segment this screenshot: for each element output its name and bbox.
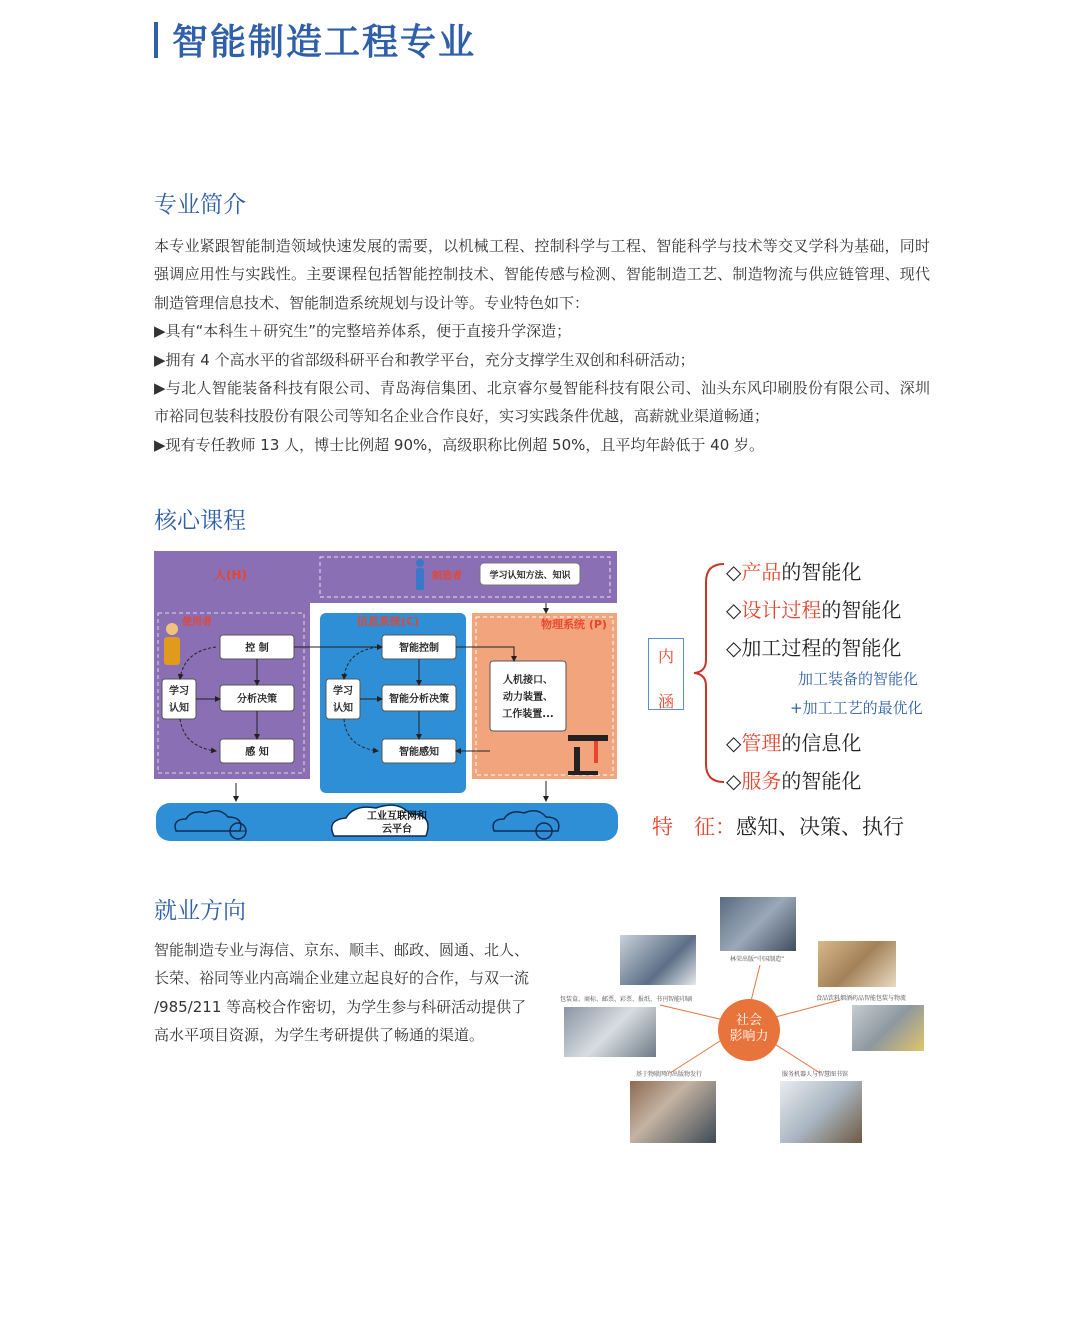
- connotation-char: 涵: [657, 692, 674, 711]
- intro-body: [154, 232, 930, 459]
- connotation-sub-item: 加工装备的智能化: [798, 670, 919, 688]
- hmi-label: 人机接口、: [503, 675, 553, 686]
- info-system-label: 信息系统(C): [356, 615, 420, 628]
- hcps-diagram: [154, 551, 620, 843]
- intro-paragraph: 本专业紧跟智能制造领域快速发展的需要，以机械工程、控制科学与工程、智能科学与技术等交叉学科为基础，同时强调应用性与实践性。主要课程包括智能控制技术、智能传感与检测、智能制造工艺、制造物流与供应链管理、现代制造管理信息技术、智能制造系统规划与设计等。专业特色如下：: [154, 237, 930, 312]
- title-accent-bar: [154, 22, 158, 58]
- intro-bullet: ▶与北人智能装备科技有限公司、青岛海信集团、北京睿尔曼智能科技有限公司、汕头东风印刷股份有限公司、深圳市裕同包装科技股份有限公司等知名企业合作良好，实习实践条件优越，高薪就业渠道畅通；: [154, 379, 930, 426]
- photo-caption: 基于物联网的出版物发行: [636, 1071, 703, 1078]
- photo-caption: 林荣出版“中国制造”: [730, 956, 785, 963]
- smart-analyze-box: 智能分析决策: [389, 694, 449, 705]
- connotation-item: ◇服务的智能化: [726, 769, 862, 793]
- connotation-box: [648, 638, 684, 710]
- connotation-item: ◇加工过程的智能化: [726, 636, 902, 660]
- section-heading-intro: 专业简介: [154, 192, 246, 218]
- packaging-photo: [852, 1005, 924, 1051]
- user-figure-icon: [164, 623, 180, 665]
- photo-caption: 服务机器人与智慧图书馆: [782, 1071, 849, 1078]
- connotation-item: ◇管理的信息化: [726, 731, 862, 755]
- page-title: 智能制造工程专业: [172, 22, 477, 63]
- connotation-item: ◇设计过程的智能化: [726, 598, 902, 622]
- connotation-item: ◇产品的智能化: [726, 560, 862, 584]
- section-heading-jobs: 就业方向: [154, 898, 246, 924]
- feature-line: 特 征：感知、决策、执行: [652, 815, 904, 839]
- connotation-char: 内: [657, 647, 674, 666]
- factory-photo: [720, 897, 796, 951]
- user-label: 使用者: [182, 617, 212, 628]
- impact-center: [718, 999, 780, 1061]
- photo-caption: 包装盒、商标、邮票、彩票、报纸、书刊智能印刷: [560, 996, 693, 1003]
- smart-sense-box: 智能感知: [399, 747, 439, 758]
- intro-bullet: ▶现有专任教师 13 人，博士比例超 90%，高级职称比例超 50%，且平均年龄低于 40 岁。: [154, 435, 765, 454]
- hmi-label: 动力装置、: [503, 692, 553, 703]
- smart-control-box: 智能控制: [399, 643, 439, 654]
- press-line-photo: [564, 1007, 656, 1057]
- logistics-photo: [818, 941, 896, 987]
- learn-box-label: 学习: [333, 686, 353, 697]
- photo-caption: 食品饮料烟酒药品智能包装与物流: [816, 995, 907, 1002]
- learn-box-label: 学习: [169, 686, 189, 697]
- connotation-sub-item: +加工工艺的最优化: [790, 699, 923, 717]
- sense-box: 感 知: [245, 747, 269, 758]
- bookstore-photo: [630, 1081, 716, 1143]
- learn-method-label: 学习认知方法、知识: [489, 571, 571, 581]
- section-heading-core: 核心课程: [154, 508, 246, 534]
- human-label: 人(H): [214, 568, 248, 582]
- hmi-label: 工作装置...: [502, 709, 554, 720]
- cognize-box-label: 认知: [169, 703, 189, 714]
- social-impact-graphic: [560, 895, 930, 1150]
- cloud-label: 云平台: [382, 824, 412, 835]
- cloud-label: 工业互联网和: [367, 811, 427, 822]
- phys-system-label: 物理系统 (P): [541, 618, 607, 631]
- intro-bullet: ▶拥有 4 个高水平的省部级科研平台和教学平台，充分支撑学生双创和科研活动；: [154, 350, 695, 369]
- intro-bullet: ▶具有“本科生＋研究生”的完整培养体系，便于直接升学深造；: [154, 322, 572, 341]
- cognize-box-label: 认知: [333, 703, 353, 714]
- analyze-box: 分析决策: [237, 694, 277, 705]
- maker-label: 制造者: [432, 571, 462, 582]
- impact-center-label: 影响力: [729, 1029, 769, 1044]
- control-box: 控 制: [245, 643, 269, 654]
- jobs-paragraph: 智能制造专业与海信、京东、顺丰、邮政、圆通、北人、长荣、裕同等业内高端企业建立起良好的合作，与双一流 /985/211 等高校合作密切，为学生参与科研活动提供了高水平项目资源，为学生考研提供了畅通的渠道。: [154, 941, 530, 1045]
- brace-icon: [688, 560, 728, 786]
- worker-icon: [416, 559, 424, 590]
- library-photo: [780, 1081, 862, 1143]
- print-lab-photo: [620, 935, 696, 985]
- impact-center-label: 社会: [735, 1013, 762, 1028]
